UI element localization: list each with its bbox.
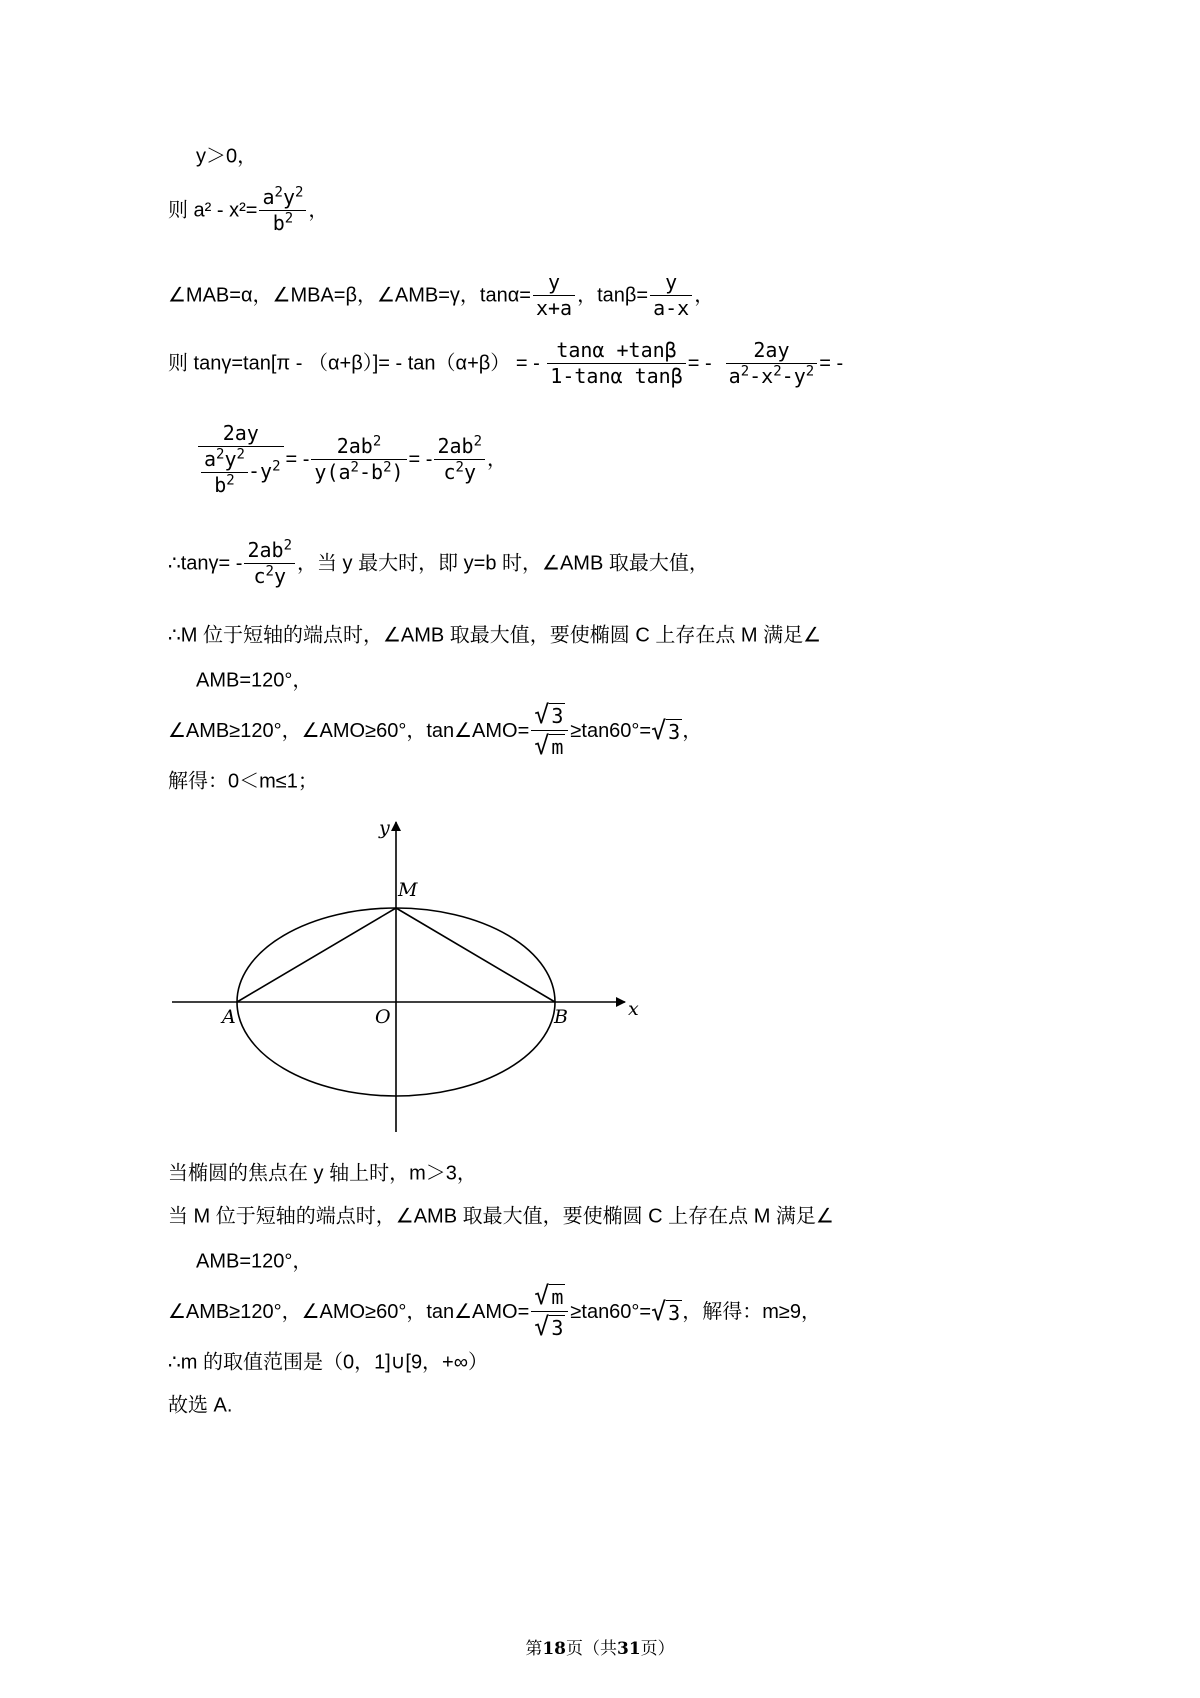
- label-A: A: [222, 1006, 236, 1028]
- page-footer: 第18页（共31页）: [525, 1639, 675, 1659]
- label-B: B: [554, 1006, 568, 1028]
- segment-AM: [237, 908, 396, 1002]
- text-line: AMB=120°，: [196, 1250, 313, 1273]
- fraction: $\frac{2ab^2}{c^2y}$: [244, 540, 295, 587]
- page-number: 18: [542, 1639, 566, 1659]
- sqrt: √ 3: [651, 716, 681, 746]
- text-line: ∴M 位于短轴的端点时，∠AMB 取最大值，要使椭圆 C 上存在点 M 满足∠: [168, 624, 822, 647]
- fraction: $\frac{\tan\alpha +\tan\beta}{\text{1-tanα tanβ}}$: [547, 340, 685, 387]
- fraction: $\frac{y}{x+a}$: [533, 272, 575, 319]
- label-M: M: [398, 879, 418, 901]
- fraction: $\frac{√ m}{√ 3}$: [531, 1283, 568, 1341]
- page-total: 31: [617, 1639, 641, 1659]
- equation-line: 2ay $\frac{a^2y^2}{b^2}$ $-y^2$ = - $\frac{2ab^2}{y(a^2-b^2)}$ = - $\frac{2ab^2}{c^2y}$ ，: [196, 423, 507, 496]
- text-line: AMB=120°，: [196, 669, 313, 692]
- fraction: $\frac{a^2y^2}{b^2}$: [259, 187, 306, 234]
- equation-line: 则 a² - x²= $\frac{a^2y^2}{b^2}$ ，: [168, 184, 329, 235]
- x-axis-label: x: [628, 998, 639, 1020]
- y-axis-label: y: [379, 817, 390, 839]
- text-line: y＞0，: [196, 145, 258, 168]
- segment-MB: [396, 908, 555, 1002]
- ellipse-figure: [170, 810, 650, 1140]
- text-line: 故选 A.: [168, 1394, 233, 1417]
- equation-line: ∴tanγ= - $\frac{2ab^2}{c^2y}$ ，当 y 最大时，即 y=b 时，∠AMB 取最大值，: [168, 537, 709, 588]
- fraction: $\frac{√ 3}{√ m}$: [531, 702, 568, 760]
- sqrt: √ 3: [651, 1297, 681, 1327]
- equation-line: 则 tanγ=tan[π - （α+β）]= - tan（α+β） = - $\frac{\tan\alpha +\tan\beta}{\text{1-tanα tanβ}}$ = - $\frac{2ay}{a^2-x^2-y^2}$ = -: [168, 338, 844, 388]
- text-line: 当椭圆的焦点在 y 轴上时，m＞3，: [168, 1162, 477, 1185]
- text-line: 当 M 位于短轴的端点时，∠AMB 取最大值，要使椭圆 C 上存在点 M 满足∠: [168, 1205, 834, 1228]
- fraction: $\frac{2ab^2}{y(a^2-b^2)}$: [311, 436, 406, 483]
- text-line: ∴m 的取值范围是（0，1]∪[9，+∞）: [168, 1351, 488, 1374]
- text-line: 解得：0＜m≤1；: [168, 770, 318, 793]
- fraction: 2ay $\frac{a^2y^2}{b^2}$ $-y^2$: [198, 423, 284, 496]
- fraction: $\frac{a^2y^2}{b^2}$: [201, 449, 248, 496]
- fraction: $\frac{2ay}{a^2-x^2-y^2}$: [726, 340, 818, 387]
- label-O: O: [375, 1006, 391, 1028]
- fraction: $\frac{2ab^2}{c^2y}$: [434, 436, 485, 483]
- equation-line: ∠AMB≥120°，∠AMO≥60°，tan∠AMO= $\frac{√ m}{√ 3}$ ≥tan60°=√ 3 ，解得：m≥9，: [168, 1281, 821, 1342]
- equation-line: ∠MAB=α，∠MBA=β，∠AMB=γ，tanα= $\frac{y}{x+a}$ ，tanβ= $\frac{y}{a-x}$ ，: [168, 270, 715, 320]
- equation-line: ∠AMB≥120°，∠AMO≥60°，tan∠AMO= $\frac{√ 3}{√ m}$ ≥tan60°=√ 3 ，: [168, 700, 703, 761]
- fraction: $\frac{y}{a-x}$: [650, 272, 692, 319]
